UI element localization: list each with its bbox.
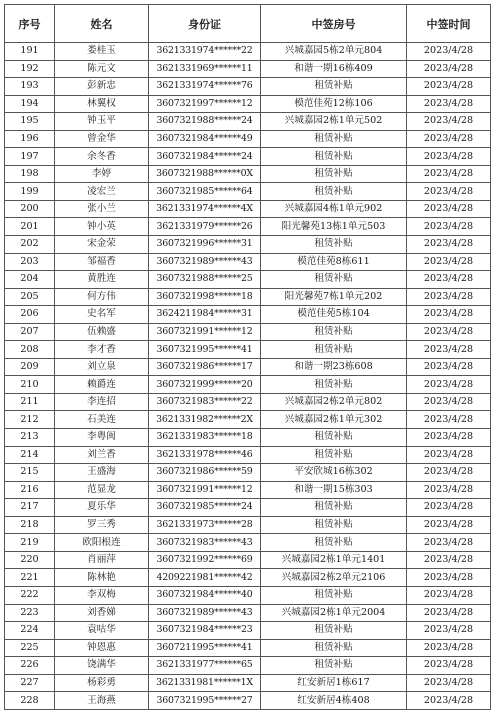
cell-draw-date: 2023/4/28 [407,60,491,78]
cell-name: 史名军 [55,306,149,324]
cell-room-number: 和谐一期16栋409 [261,60,407,78]
table-row [5,358,491,376]
cell-id-card: 3621331983******18 [149,429,261,447]
cell-serial-number: 197 [5,148,55,166]
cell-draw-date: 2023/4/28 [407,341,491,359]
cell-serial-number: 226 [5,657,55,675]
cell-draw-date: 2023/4/28 [407,376,491,394]
cell-name: 林翼权 [55,95,149,113]
cell-serial-number: 221 [5,569,55,587]
cell-room-number: 平安欣城16栋302 [261,464,407,482]
cell-room-number: 租赁补贴 [261,271,407,289]
cell-name: 陈林艳 [55,569,149,587]
table-row [5,236,491,254]
table-row [5,306,491,324]
cell-room-number: 兴城嘉园2栋1单元1401 [261,551,407,569]
cell-draw-date: 2023/4/28 [407,271,491,289]
table-row [5,78,491,96]
header-name: 姓名 [55,5,149,43]
cell-name: 夏乐华 [55,499,149,517]
table-row [5,288,491,306]
cell-serial-number: 214 [5,446,55,464]
cell-serial-number: 218 [5,516,55,534]
table-row [5,586,491,604]
cell-id-card: 3607321984******23 [149,622,261,640]
allocation-table-container [4,4,490,710]
cell-draw-date: 2023/4/28 [407,534,491,552]
table-row [5,674,491,692]
cell-serial-number: 192 [5,60,55,78]
cell-serial-number: 213 [5,429,55,447]
cell-id-card: 3621331979******26 [149,218,261,236]
cell-id-card: 3607321985******64 [149,183,261,201]
cell-draw-date: 2023/4/28 [407,95,491,113]
cell-name: 李粤闽 [55,429,149,447]
cell-name: 刘兰香 [55,446,149,464]
cell-name: 刘香娣 [55,604,149,622]
cell-name: 凌宏兰 [55,183,149,201]
cell-name: 杨彩勇 [55,674,149,692]
cell-serial-number: 193 [5,78,55,96]
table-row [5,569,491,587]
cell-room-number: 租赁补贴 [261,376,407,394]
cell-draw-date: 2023/4/28 [407,569,491,587]
cell-serial-number: 222 [5,586,55,604]
cell-name: 王盛海 [55,464,149,482]
cell-draw-date: 2023/4/28 [407,674,491,692]
cell-serial-number: 227 [5,674,55,692]
table-row [5,499,491,517]
table-row [5,95,491,113]
cell-serial-number: 225 [5,639,55,657]
table-row [5,165,491,183]
cell-id-card: 3621331978******46 [149,446,261,464]
cell-room-number: 租赁补贴 [261,148,407,166]
cell-name: 钟恩惠 [55,639,149,657]
cell-room-number: 兴城嘉园2栋1单元502 [261,113,407,131]
cell-name: 宋金荣 [55,236,149,254]
cell-room-number: 租赁补贴 [261,78,407,96]
cell-id-card: 3607321996******31 [149,236,261,254]
cell-name: 李双梅 [55,586,149,604]
cell-serial-number: 217 [5,499,55,517]
cell-room-number: 和谐一期23栋608 [261,358,407,376]
cell-id-card: 3607321998******18 [149,288,261,306]
cell-serial-number: 215 [5,464,55,482]
cell-id-card: 3607321983******43 [149,534,261,552]
cell-serial-number: 198 [5,165,55,183]
cell-room-number: 租赁补贴 [261,657,407,675]
cell-room-number: 租赁补贴 [261,165,407,183]
cell-id-card: 3607321988******0X [149,165,261,183]
cell-room-number: 阳光馨苑13栋1单元503 [261,218,407,236]
cell-name: 伍赖盛 [55,323,149,341]
cell-name: 罗三秀 [55,516,149,534]
table-row [5,639,491,657]
cell-id-card: 3607321988******25 [149,271,261,289]
cell-draw-date: 2023/4/28 [407,692,491,710]
cell-serial-number: 207 [5,323,55,341]
cell-serial-number: 201 [5,218,55,236]
cell-serial-number: 205 [5,288,55,306]
table-row [5,604,491,622]
table-row [5,43,491,61]
cell-id-card: 3621331969******11 [149,60,261,78]
table-row [5,376,491,394]
cell-room-number: 租赁补贴 [261,446,407,464]
table-row [5,341,491,359]
cell-draw-date: 2023/4/28 [407,499,491,517]
cell-draw-date: 2023/4/28 [407,411,491,429]
cell-id-card: 3607321984******40 [149,586,261,604]
cell-id-card: 3607321997******12 [149,95,261,113]
table-row [5,516,491,534]
cell-draw-date: 2023/4/28 [407,657,491,675]
cell-draw-date: 2023/4/28 [407,446,491,464]
cell-draw-date: 2023/4/28 [407,130,491,148]
header-room-number: 中签房号 [261,5,407,43]
cell-room-number: 兴城嘉园2栋1单元302 [261,411,407,429]
header-draw-date: 中签时间 [407,5,491,43]
cell-serial-number: 216 [5,481,55,499]
cell-id-card: 3607321995******27 [149,692,261,710]
cell-room-number: 租赁补贴 [261,130,407,148]
cell-id-card: 3607321986******59 [149,464,261,482]
cell-serial-number: 194 [5,95,55,113]
table-row [5,622,491,640]
cell-serial-number: 228 [5,692,55,710]
cell-id-card: 3607321989******43 [149,604,261,622]
cell-name: 范显龙 [55,481,149,499]
cell-serial-number: 199 [5,183,55,201]
cell-serial-number: 202 [5,236,55,254]
table-row [5,692,491,710]
table-row [5,218,491,236]
table-row [5,464,491,482]
cell-id-card: 3607321991******12 [149,481,261,499]
cell-id-card: 3607211995******41 [149,639,261,657]
cell-serial-number: 208 [5,341,55,359]
cell-draw-date: 2023/4/28 [407,288,491,306]
cell-serial-number: 195 [5,113,55,131]
cell-serial-number: 209 [5,358,55,376]
cell-id-card: 3621331981******1X [149,674,261,692]
cell-serial-number: 223 [5,604,55,622]
table-row [5,411,491,429]
cell-name: 李婷 [55,165,149,183]
allocation-table [4,4,491,710]
cell-id-card: 3621331982******2X [149,411,261,429]
cell-draw-date: 2023/4/28 [407,551,491,569]
cell-name: 李连招 [55,393,149,411]
table-header-row [5,5,491,43]
cell-name: 肖丽萍 [55,551,149,569]
cell-serial-number: 220 [5,551,55,569]
cell-room-number: 阳光馨苑7栋1单元202 [261,288,407,306]
cell-id-card: 3621331973******28 [149,516,261,534]
cell-name: 李才香 [55,341,149,359]
cell-draw-date: 2023/4/28 [407,253,491,271]
table-row [5,60,491,78]
header-serial-number: 序号 [5,5,55,43]
cell-name: 赖爵连 [55,376,149,394]
cell-name: 王海燕 [55,692,149,710]
cell-id-card: 3607321983******22 [149,393,261,411]
cell-draw-date: 2023/4/28 [407,481,491,499]
cell-id-card: 3624211984******31 [149,306,261,324]
cell-draw-date: 2023/4/28 [407,43,491,61]
cell-draw-date: 2023/4/28 [407,183,491,201]
table-row [5,446,491,464]
cell-room-number: 租赁补贴 [261,341,407,359]
cell-room-number: 兴城嘉园4栋1单元902 [261,200,407,218]
cell-room-number: 租赁补贴 [261,429,407,447]
cell-id-card: 3607321988******24 [149,113,261,131]
cell-id-card: 3607321989******43 [149,253,261,271]
cell-id-card: 3621331977******65 [149,657,261,675]
cell-draw-date: 2023/4/28 [407,586,491,604]
cell-room-number: 租赁补贴 [261,499,407,517]
cell-room-number: 租赁补贴 [261,534,407,552]
cell-serial-number: 191 [5,43,55,61]
cell-serial-number: 219 [5,534,55,552]
cell-draw-date: 2023/4/28 [407,429,491,447]
cell-name: 饶满华 [55,657,149,675]
cell-room-number: 租赁补贴 [261,622,407,640]
cell-room-number: 租赁补贴 [261,639,407,657]
cell-serial-number: 212 [5,411,55,429]
cell-room-number: 兴城嘉园2栋2单元2106 [261,569,407,587]
table-row [5,551,491,569]
cell-serial-number: 200 [5,200,55,218]
cell-id-card: 3607321985******24 [149,499,261,517]
cell-serial-number: 204 [5,271,55,289]
table-row [5,271,491,289]
cell-draw-date: 2023/4/28 [407,464,491,482]
cell-room-number: 兴城嘉园2栋1单元2004 [261,604,407,622]
cell-serial-number: 211 [5,393,55,411]
cell-id-card: 3621331974******76 [149,78,261,96]
cell-id-card: 4209221981******42 [149,569,261,587]
table-row [5,657,491,675]
table-row [5,323,491,341]
cell-draw-date: 2023/4/28 [407,78,491,96]
cell-name: 陈元文 [55,60,149,78]
cell-draw-date: 2023/4/28 [407,622,491,640]
cell-room-number: 租赁补贴 [261,586,407,604]
cell-serial-number: 203 [5,253,55,271]
cell-room-number: 和谐一期15栋303 [261,481,407,499]
cell-draw-date: 2023/4/28 [407,604,491,622]
cell-name: 余冬香 [55,148,149,166]
cell-id-card: 3607321995******41 [149,341,261,359]
table-row [5,534,491,552]
cell-room-number: 兴城嘉园2栋2单元802 [261,393,407,411]
cell-id-card: 3607321984******49 [149,130,261,148]
cell-id-card: 3607321984******24 [149,148,261,166]
table-body [5,43,491,710]
cell-name: 黄胜连 [55,271,149,289]
cell-name: 石美连 [55,411,149,429]
cell-serial-number: 224 [5,622,55,640]
cell-draw-date: 2023/4/28 [407,148,491,166]
table-row [5,253,491,271]
cell-room-number: 租赁补贴 [261,323,407,341]
cell-name: 袁咕华 [55,622,149,640]
table-row [5,148,491,166]
cell-name: 曾金华 [55,130,149,148]
cell-draw-date: 2023/4/28 [407,393,491,411]
table-row [5,481,491,499]
cell-id-card: 3607321999******20 [149,376,261,394]
cell-draw-date: 2023/4/28 [407,113,491,131]
cell-draw-date: 2023/4/28 [407,306,491,324]
cell-id-card: 3621331974******4X [149,200,261,218]
table-row [5,393,491,411]
cell-room-number: 兴城嘉园5栋2单元804 [261,43,407,61]
cell-name: 刘立泉 [55,358,149,376]
cell-room-number: 租赁补贴 [261,183,407,201]
cell-serial-number: 196 [5,130,55,148]
cell-draw-date: 2023/4/28 [407,200,491,218]
cell-name: 钟小英 [55,218,149,236]
cell-id-card: 3621331974******22 [149,43,261,61]
cell-serial-number: 206 [5,306,55,324]
cell-room-number: 模范佳苑5栋104 [261,306,407,324]
cell-serial-number: 210 [5,376,55,394]
cell-name: 欧阳根连 [55,534,149,552]
table-row [5,130,491,148]
cell-room-number: 红安新居1栋617 [261,674,407,692]
cell-room-number: 模范佳苑12栋106 [261,95,407,113]
cell-name: 彭新忠 [55,78,149,96]
cell-id-card: 3607321991******12 [149,323,261,341]
cell-draw-date: 2023/4/28 [407,236,491,254]
cell-name: 钟玉平 [55,113,149,131]
cell-room-number: 租赁补贴 [261,236,407,254]
table-row [5,429,491,447]
cell-draw-date: 2023/4/28 [407,358,491,376]
cell-id-card: 3607321986******17 [149,358,261,376]
cell-draw-date: 2023/4/28 [407,218,491,236]
cell-draw-date: 2023/4/28 [407,165,491,183]
cell-draw-date: 2023/4/28 [407,639,491,657]
cell-room-number: 模范佳苑8栋611 [261,253,407,271]
table-row [5,183,491,201]
table-row [5,200,491,218]
table-row [5,113,491,131]
cell-draw-date: 2023/4/28 [407,516,491,534]
cell-name: 张小兰 [55,200,149,218]
cell-name: 娄桂玉 [55,43,149,61]
cell-name: 邹福香 [55,253,149,271]
cell-room-number: 红安新居4栋408 [261,692,407,710]
cell-draw-date: 2023/4/28 [407,323,491,341]
header-id-card: 身份证 [149,5,261,43]
cell-room-number: 租赁补贴 [261,516,407,534]
cell-id-card: 3607321992******69 [149,551,261,569]
cell-name: 何方伟 [55,288,149,306]
